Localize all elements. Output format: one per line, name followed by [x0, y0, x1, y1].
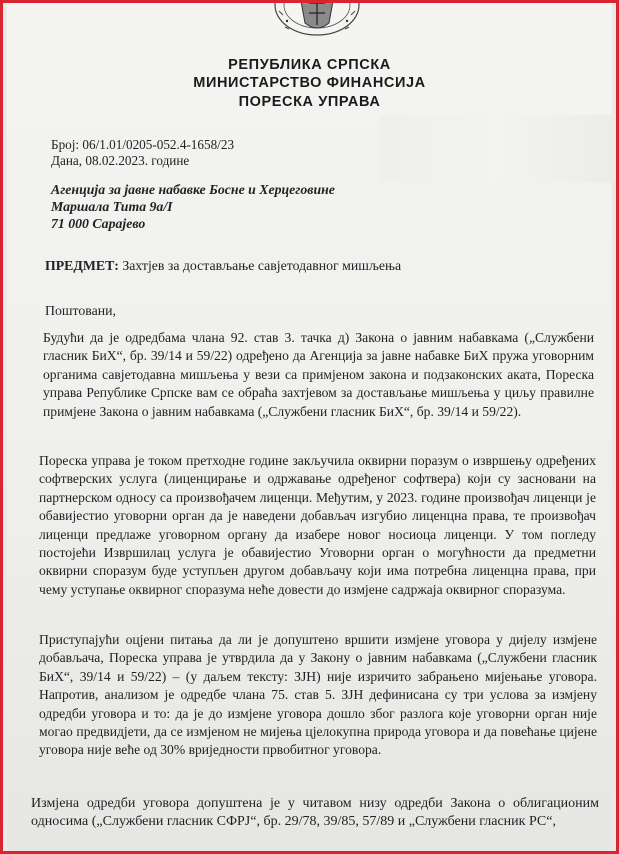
header-tax-administration: ПОРЕСКА УПРАВА: [238, 94, 381, 110]
subject-text: Захтјев за достављање савјетодавног мишљења: [118, 258, 402, 273]
document-number: Број: 06/1.01/0205-052.4-1658/23: [51, 137, 235, 152]
paragraph-4: Измјена одредби уговора допуштена је у читавом низу одредби Закона о облигационим односима („Службени гласник СФРЈ“, бр. 29/78, 39/85, 57/89 и „Службени гласник РС“,: [31, 796, 599, 830]
document-date: Дана, 08.02.2023. године: [51, 153, 190, 168]
paragraph-2: Пореска управа је током претходне године закључила оквирни поразум о извршењу одређених софтверских услуга (лиценцирање и одржавање одређеног софтвера) који су засновани на партнерском односу са произвођачем лиценци. Међутим, у 2023. године произвођач лиценци је обавијестио уговорни орган да је наведени добављач изгубио лиценцна права, те произвођач лиценци предлаже уговорном органу да изабере новог носиоца лиценци. У том погледу постојећи Извршилац услуга је обавијестио Уговорни орган о могућности да предметни оквирни споразум буде уступљен другом добављачу који има потребна лиценцна права, при чему уступање оквирног споразума неће довести до измјене садржаја оквирног споразума.: [39, 453, 596, 597]
document-page: [7, 3, 612, 851]
recipient-city: 71 000 Сарајево: [51, 216, 146, 231]
paragraph-1: Будући да је одредбама члана 92. став 3. тачка д) Закона о јавним набавкама („Службени гласник БиХ“, бр. 39/14 и 59/22) одређено да Агенција за јавне набавке БиХ пружа уговорним органима савјетодавна мишљења у вези са примјеном закона и подзаконских аката, Пореска управа Републике Српске вам се обраћа захтјевом за достављање мишљења у циљу правилне примјене Закона о јавним набавкама („Службени гласник БиХ“, бр. 39/14 и 59/22).: [43, 330, 594, 419]
header-republic: РЕПУБЛИКА СРПСКА: [228, 57, 391, 73]
header-ministry: МИНИСТАРСТВО ФИНАНСИЈА: [193, 75, 426, 91]
subject-label: ПРЕДМЕТ:: [45, 258, 119, 273]
paragraph-3: Приступајући оцјени питања да ли је допуштено вршити измјене уговора у дијелу измјене добављача, Пореска управа је утврдила да у Закону о јавним набавкама („Службени гласник БиХ“, 39/14 и 59/22) – (у даљем тексту: ЗЈН) није изричито забрањено мијењање уговора. Напротив, анализом је одредбе члана 75. став 5. ЗЈН дефинисана су три услова за измјену одредби уговора и то: да је до измјене уговора дошло због разлога које уговорни орган није могао предвидјети, да се измјеном не мијења цјелокупна природа уговора и да повећање цијене уговора није веће од 30% вриједности првобитног уговора.: [39, 632, 597, 758]
recipient-name: Агенција за јавне набавке Босне и Херцеговине: [51, 182, 335, 197]
greeting: Поштовани,: [45, 303, 116, 318]
subject-line: [45, 257, 401, 274]
redacted-area: [379, 115, 615, 183]
recipient-street: Маршала Тита 9а/I: [51, 199, 173, 214]
coat-of-arms-seal: [265, 0, 369, 39]
